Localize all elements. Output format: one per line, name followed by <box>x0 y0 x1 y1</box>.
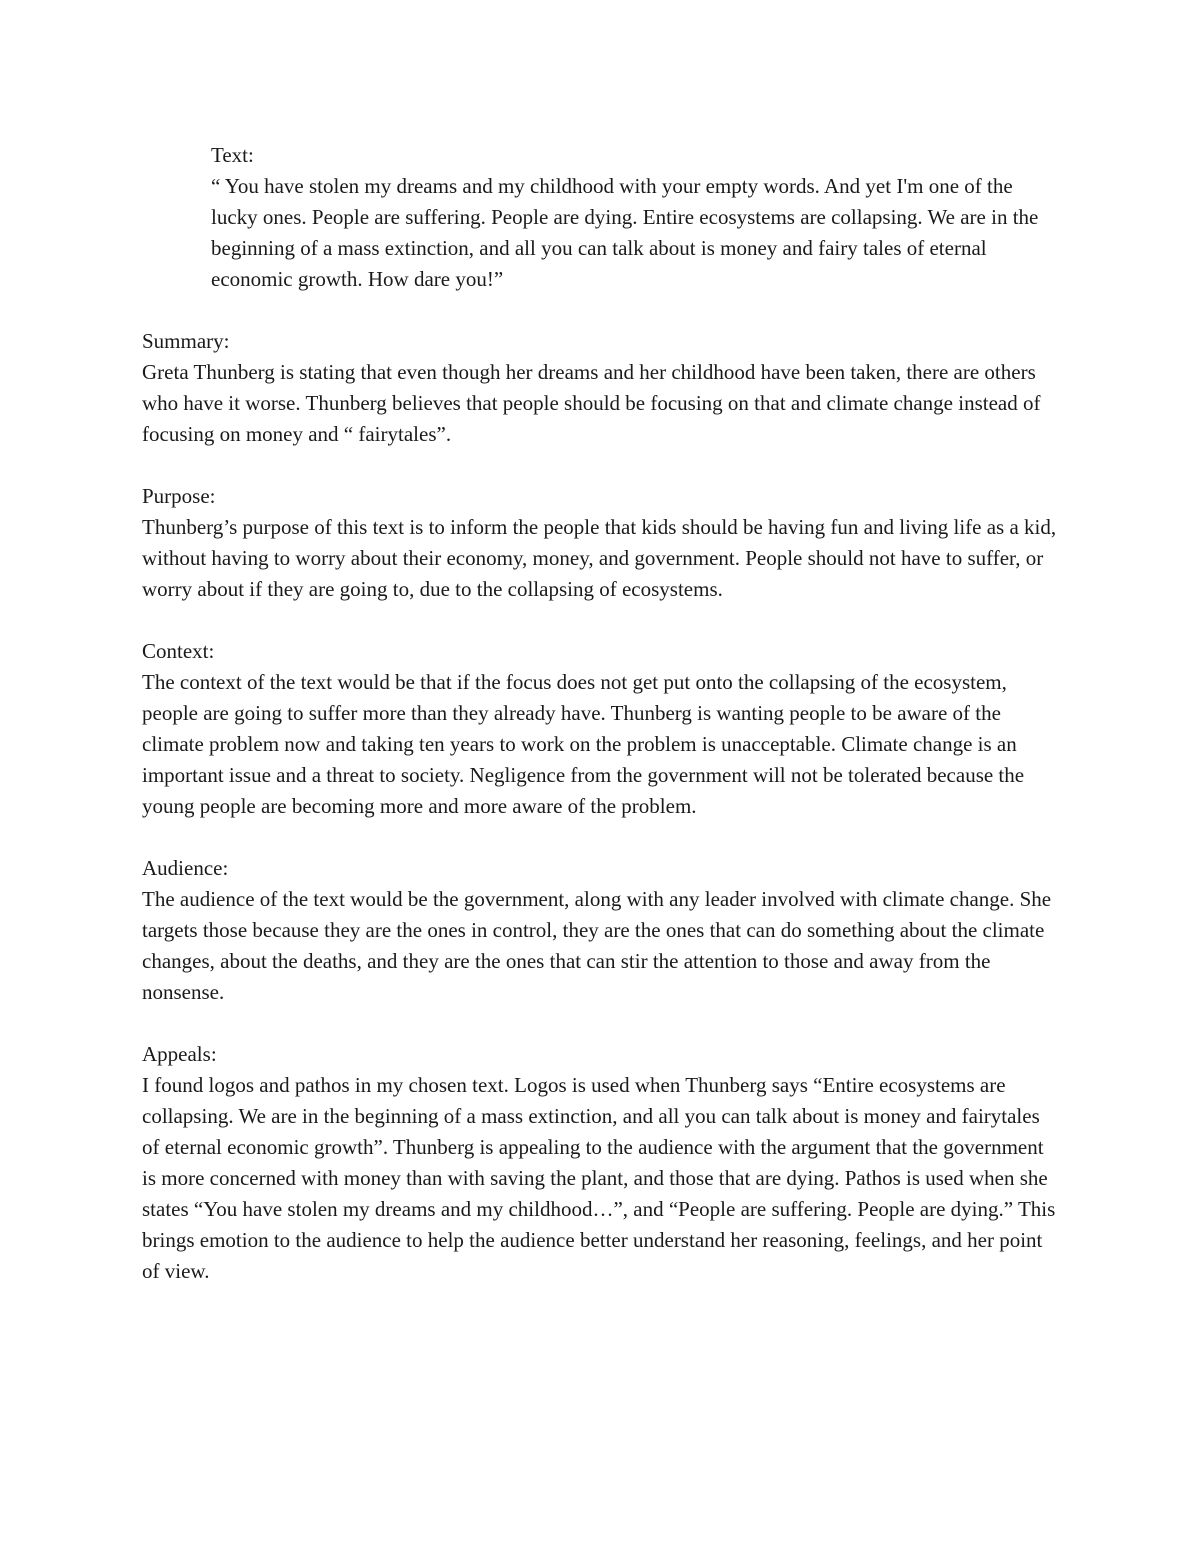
audience-paragraph: The audience of the text would be the government, along with any leader involved with climate change. She targets those because they are the ones in control, they are the ones that can do something about the climate changes, about the deaths, and they are the ones that can stir the attention to those and away from the nonsense. <box>142 887 1052 1004</box>
text-section <box>142 140 1062 295</box>
text-quote: “ You have stolen my dreams and my childhood with your empty words. And yet I'm one of the lucky ones. People are suffering. People are dying. Entire ecosystems are collapsing. We are in the beginning of a mass extinction, and all you can talk about is money and fairy tales of eternal economic growth. How dare you!” <box>211 174 1039 291</box>
appeals-heading: Appeals: <box>142 1042 217 1066</box>
text-heading: Text: <box>211 143 254 167</box>
audience-section <box>142 853 1062 1008</box>
context-heading: Context: <box>142 639 215 663</box>
context-paragraph: The context of the text would be that if the focus does not get put onto the collapsing of the ecosystem, people are going to suffer more than they already have. Thunberg is wanting people to be aware of the climate problem now and taking ten years to work on the problem is unacceptable. Climate change is an important issue and a threat to society. Negligence from the government will not be tolerated because the young people are becoming more and more aware of the problem. <box>142 670 1025 818</box>
appeals-paragraph: I found logos and pathos in my chosen text. Logos is used when Thunberg says “Entire ecosystems are collapsing. We are in the beginning of a mass extinction, and all you can talk about is money and fairytales of eternal economic growth”. Thunberg is appealing to the audience with the argument that the government is more concerned with money than with saving the plant, and those that are dying. Pathos is used when she states “You have stolen my dreams and my childhood…”, and “People are suffering. People are dying.” This brings emotion to the audience to help the audience better understand her reasoning, feelings, and her point of view. <box>142 1073 1056 1283</box>
purpose-heading: Purpose: <box>142 484 216 508</box>
audience-heading: Audience: <box>142 856 229 880</box>
appeals-section <box>142 1039 1062 1287</box>
summary-section <box>142 326 1062 450</box>
context-section <box>142 636 1062 822</box>
purpose-section <box>142 481 1062 605</box>
purpose-paragraph: Thunberg’s purpose of this text is to inform the people that kids should be having fun and living life as a kid, without having to worry about their economy, money, and government. People should not have to suffer, or worry about if they are going to, due to the collapsing of ecosystems. <box>142 515 1057 601</box>
document-body <box>142 140 1062 1318</box>
summary-heading: Summary: <box>142 329 230 353</box>
summary-paragraph: Greta Thunberg is stating that even though her dreams and her childhood have been taken, there are others who have it worse. Thunberg believes that people should be focusing on that and climate change instead of focusing on money and “ fairytales”. <box>142 360 1041 446</box>
